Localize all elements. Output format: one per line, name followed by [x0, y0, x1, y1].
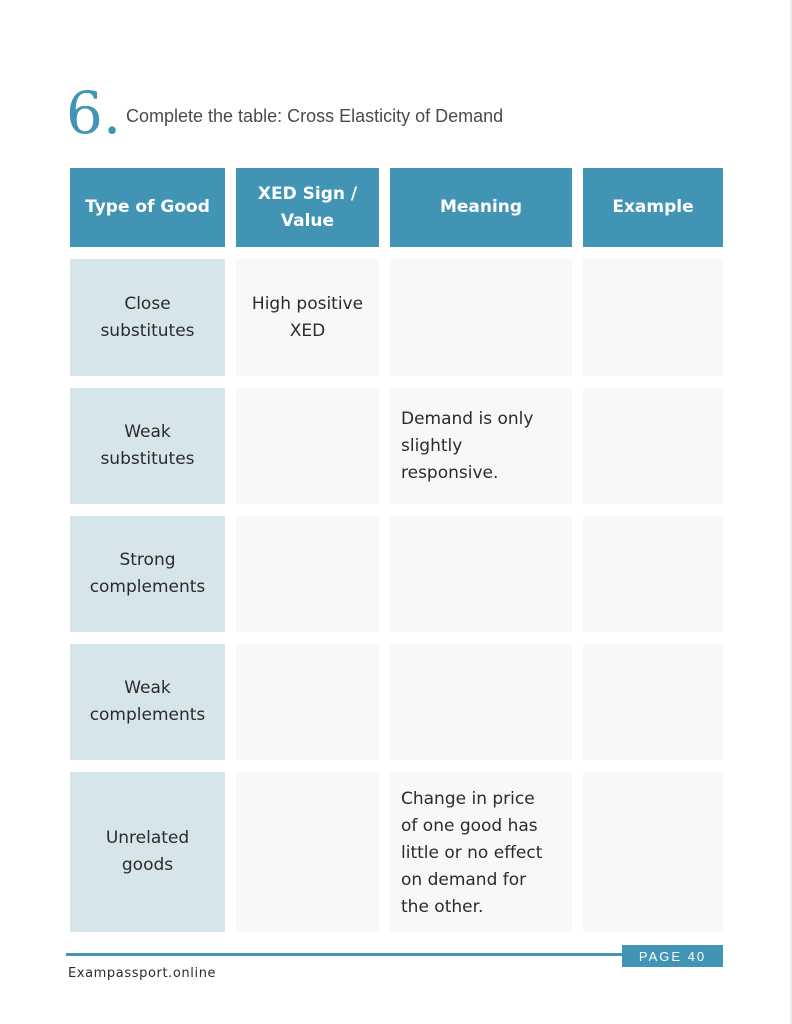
row-4-meaning[interactable]	[390, 644, 572, 760]
row-1-type-label: Close substitutes	[100, 293, 195, 341]
row-5-example[interactable]	[583, 772, 723, 932]
row-4-example[interactable]	[583, 644, 723, 760]
header-xed-sign	[236, 168, 379, 247]
header-example: Example	[583, 168, 723, 247]
row-2-meaning[interactable]	[390, 388, 572, 504]
row-4-sign[interactable]	[236, 644, 379, 760]
row-3-sign[interactable]	[236, 516, 379, 632]
footer-divider	[66, 953, 626, 956]
row-1-meaning[interactable]	[390, 259, 572, 376]
row-4-type	[70, 644, 225, 760]
row-5-type-label: Unrelated goods	[105, 828, 190, 875]
question-number: 6.	[66, 79, 122, 147]
row-3-example[interactable]	[583, 516, 723, 632]
row-1-type	[70, 259, 225, 376]
row-5-meaning[interactable]	[390, 772, 572, 932]
page-number-badge: PAGE 40	[622, 945, 723, 967]
site-name: Exampassport.online	[68, 966, 217, 981]
row-3-type	[70, 516, 225, 632]
row-2-type-label: Weak substitutes	[100, 422, 195, 469]
question-title: Complete the table: Cross Elasticity of Demand	[126, 106, 504, 126]
row-2-sign[interactable]	[236, 388, 379, 504]
row-3-meaning[interactable]	[390, 516, 572, 632]
row-1-sign[interactable]	[236, 259, 379, 376]
row-3-type-label: Strong complements	[89, 550, 206, 597]
row-5-meaning-text: Change in price of one good has little or no effect on demand for the other.	[401, 789, 543, 917]
row-2-meaning-text: Demand is only slightly responsive.	[401, 409, 534, 483]
row-4-type-label: Weak complements	[89, 678, 206, 725]
row-2-type	[70, 388, 225, 504]
header-type-of-good: Type of Good	[70, 168, 225, 247]
row-1-sign-text: High positive XED	[251, 294, 364, 341]
header-xed-sign-label: XED Sign / Value	[257, 183, 358, 231]
row-1-example[interactable]	[583, 259, 723, 376]
row-5-sign[interactable]	[236, 772, 379, 932]
row-2-example[interactable]	[583, 388, 723, 504]
row-5-type	[70, 772, 225, 932]
header-meaning: Meaning	[390, 168, 572, 247]
